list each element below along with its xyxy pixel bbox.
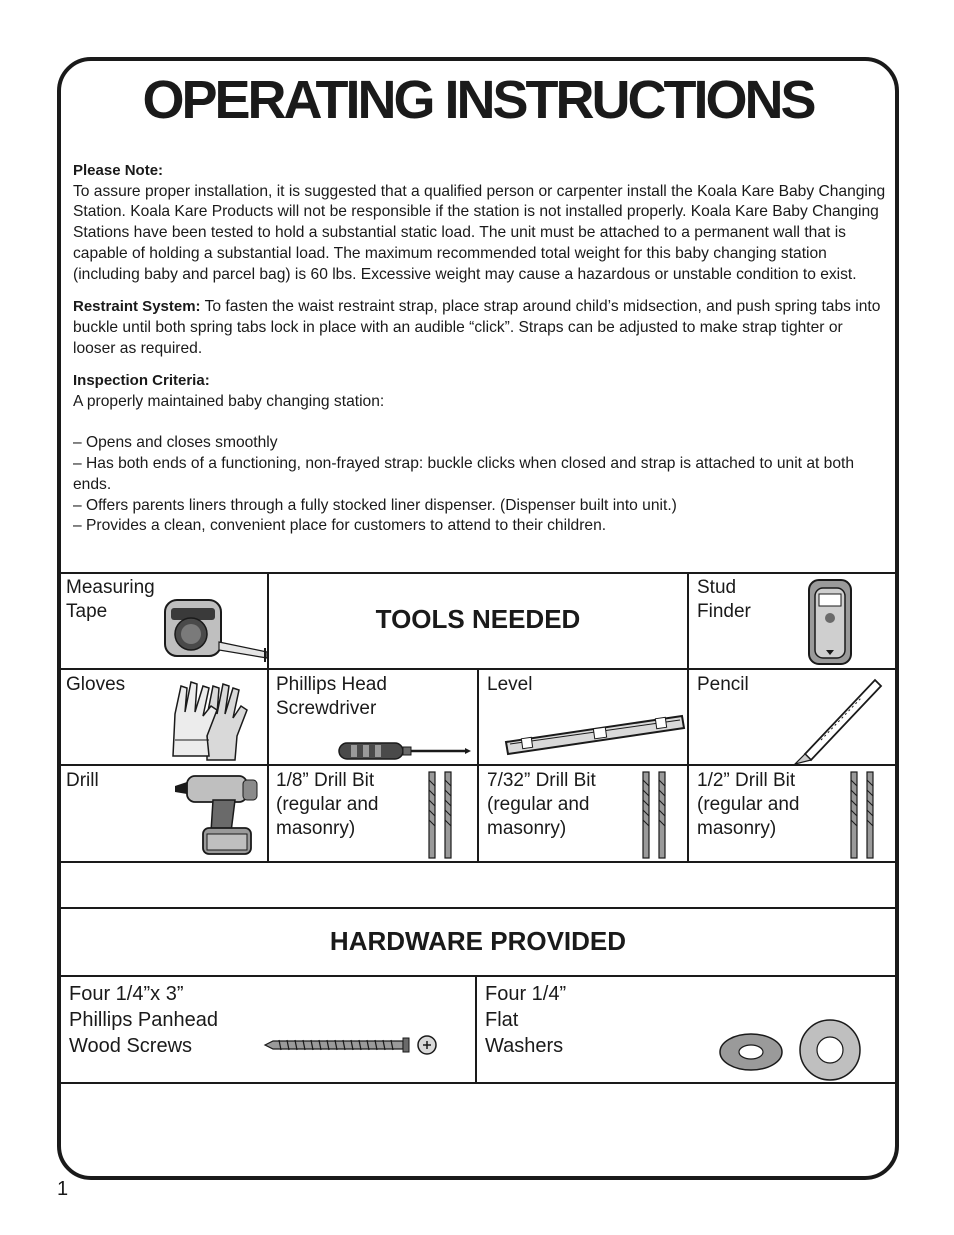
page-number: 1	[57, 1178, 69, 1200]
stud-finder-icon	[805, 578, 855, 666]
drill-bit-12-icon	[847, 770, 877, 860]
please-note-body: To assure proper installation, it is suggested that a qualified person or carpenter install the Koala Kare Baby Changing Station. Koala Kare Products will not be responsible if the station is not installed properly. Koala Kare Baby Changing Stations have been tested to hold a substantial static load. The unit must be attached to a permanent wall that is capable of holding a substantial load. The maximum recommended total weight for this baby changing station (including baby and parcel bag) is 60 lbs. Excessive weight may cause a hazardous or unstable condition to exist.	[73, 182, 886, 283]
inspection-intro: A properly maintained baby changing station:	[73, 393, 385, 411]
bit-12-label: 1/2” Drill Bit (regular and masonry)	[697, 770, 800, 839]
please-note-heading: Please Note:	[73, 162, 164, 179]
screws-label: Four 1/4”x 3” Phillips Panhead Wood Screws	[69, 983, 218, 1057]
restraint-heading: Restraint System:	[73, 298, 201, 316]
page-title: OPERATING INSTRUCTIONS	[142, 70, 814, 130]
measuring-tape-label: Measuring Tape	[66, 577, 155, 622]
flat-washer-icon	[717, 1018, 863, 1082]
drill-label: Drill	[66, 770, 99, 791]
gloves-icon	[167, 676, 251, 764]
drill-icon	[173, 770, 265, 860]
level-label: Level	[487, 674, 533, 695]
level-icon	[502, 712, 688, 758]
stud-finder-label: Stud Finder	[697, 577, 751, 622]
bit-18-label: 1/8” Drill Bit (regular and masonry)	[276, 770, 379, 839]
tools-needed-heading: TOOLS NEEDED	[375, 604, 581, 634]
inspection-item: – Offers parents liners through a fully stocked liner dispenser. (Dispenser built into unit.)	[73, 496, 677, 514]
notes-section	[73, 161, 888, 537]
restraint-body: To fasten the waist restraint strap, place strap around child’s midsection, and push spring tabs into buckle until both spring tabs lock in place with an audible “click”. Straps can be adjusted to make strap tighter or looser as required.	[73, 298, 881, 357]
inspection-item: – Has both ends of a functioning, non-frayed strap: buckle clicks when closed and strap is attached to unit at both ends.	[73, 455, 855, 493]
screwdriver-label: Phillips Head Screwdriver	[276, 674, 387, 719]
bit-732-label: 7/32” Drill Bit (regular and masonry)	[487, 770, 596, 839]
inspection-item: – Provides a clean, convenient place for customers to attend to their children.	[73, 517, 607, 535]
pencil-icon	[791, 676, 885, 764]
wood-screw-icon	[263, 1032, 439, 1058]
measuring-tape-icon	[161, 590, 271, 668]
drill-bit-18-icon	[425, 770, 455, 860]
instructions-frame	[57, 57, 899, 1180]
drill-bit-732-icon	[639, 770, 669, 860]
hardware-provided-heading: HARDWARE PROVIDED	[329, 926, 627, 956]
screwdriver-icon	[337, 740, 473, 762]
restraint-paragraph	[73, 297, 888, 359]
inspection-item: – Opens and closes smoothly	[73, 434, 278, 452]
inspection-heading: Inspection Criteria:	[73, 372, 210, 390]
pencil-label: Pencil	[697, 674, 749, 695]
washers-label: Four 1/4” Flat Washers	[485, 983, 567, 1057]
gloves-label: Gloves	[66, 674, 126, 695]
